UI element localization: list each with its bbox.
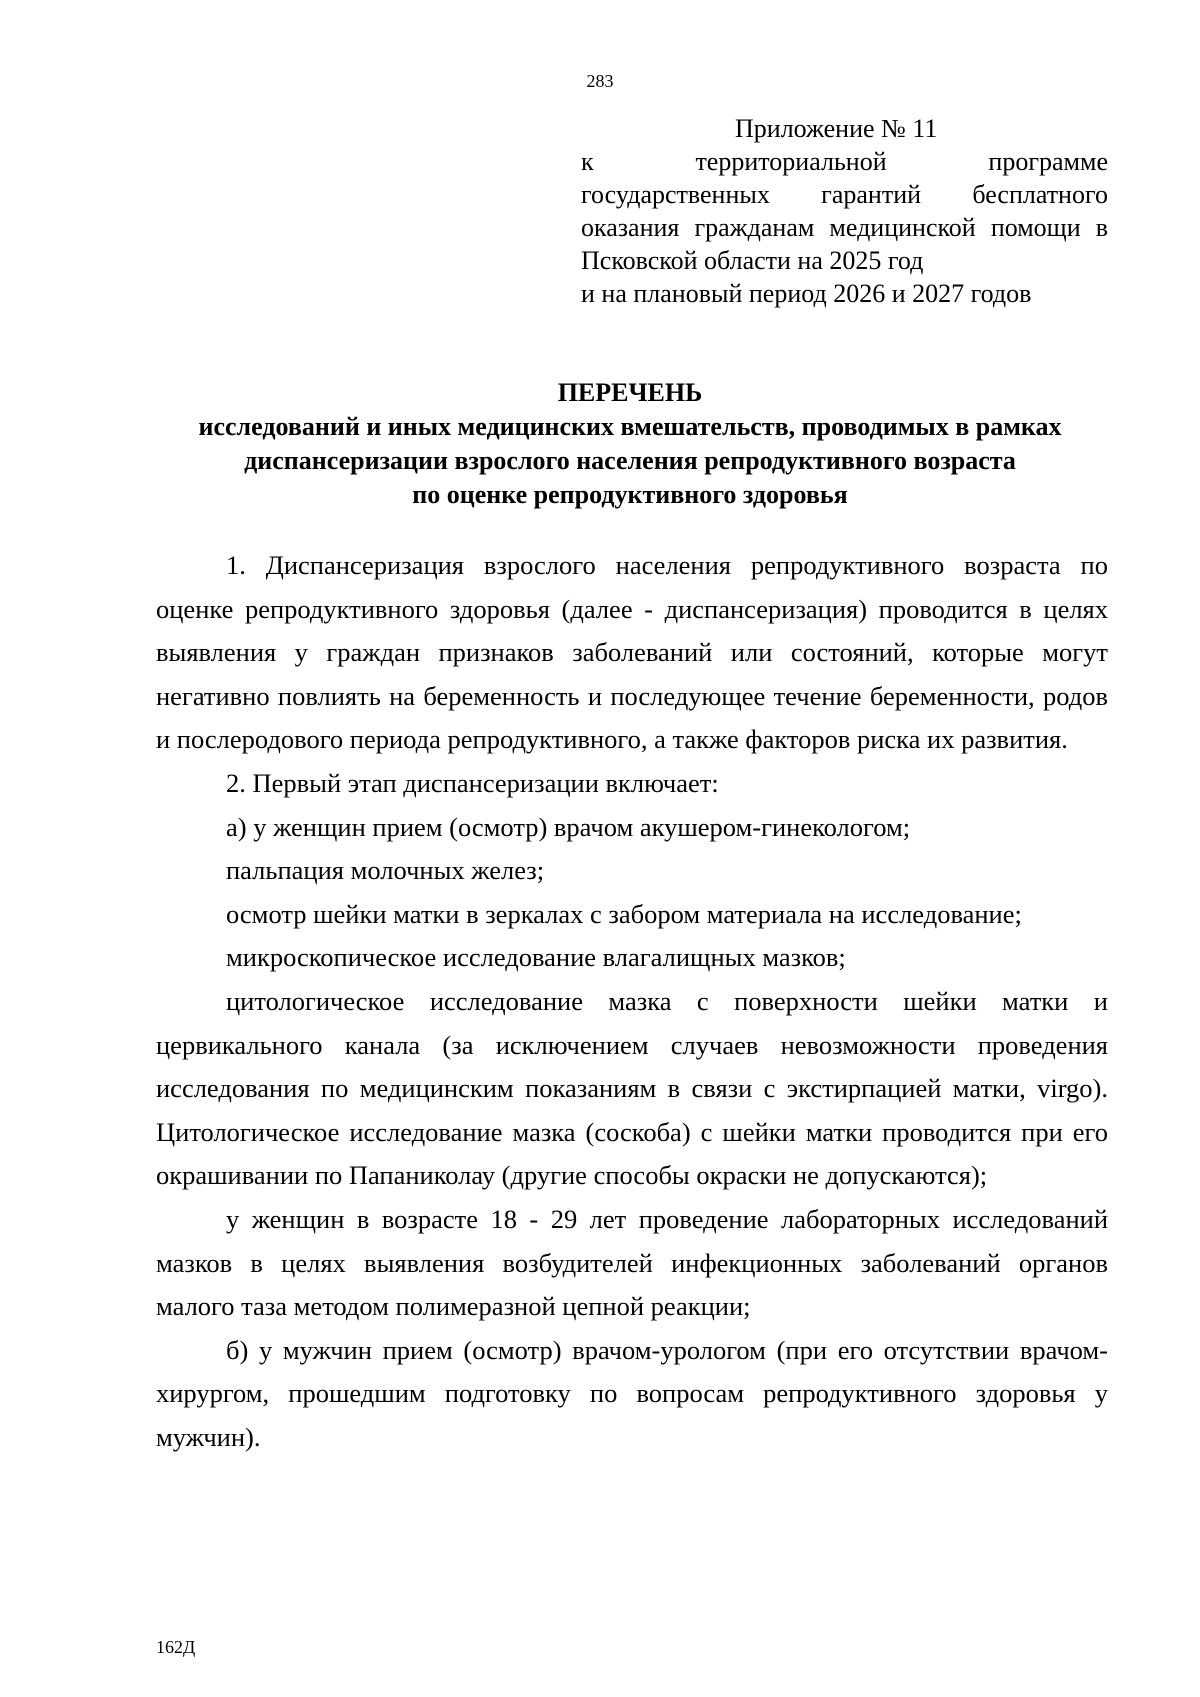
paragraph-cytology: цитологическое исследование мазка с поверхности шейки матки и цервикального канала (за исключением случаев невозможности проведения исследования по медицинским показаниям в связи с экстирпацией матки, virgo). Цитологическое исследование мазка (соскоба) с шейки матки проводится при его окрашивании по Папаниколау (другие способы окраски не допускаются); [156, 985, 1108, 1191]
appendix-reference: к территориальной программе государственных гарантий бесплатного оказания гражданам медицинской помощи в Псковской области на 2025 год [581, 147, 1108, 275]
paragraph-microscopy: микроскопическое исследование влагалищных мазков; [226, 942, 846, 973]
appendix-reference-tail: и на плановый период 2026 и 2027 годов [581, 279, 1032, 308]
document-body [156, 544, 1108, 1459]
paragraph-women-exam: а) у женщин прием (осмотр) врачом акушером-гинекологом; [226, 811, 911, 842]
paragraph-palpation: пальпация молочных желез; [226, 855, 545, 886]
heading-title: ПЕРЕЧЕНЬ [557, 378, 703, 407]
paragraph-men-exam: б) у мужчин прием (осмотр) врачом-урологом (при его отсутствии врачом-хирургом, прошедшим подготовку по вопросам репродуктивного здоровья у мужчин). [156, 1334, 1108, 1452]
appendix-block [581, 112, 1108, 310]
paragraph-pcr-tests: у женщин в возрасте 18 - 29 лет проведение лабораторных исследований мазков в целях выявления возбудителей инфекционных заболеваний органов малого таза методом полимеразной цепной реакции; [156, 1203, 1108, 1322]
document-code: 162Д [156, 1637, 196, 1657]
heading-subtitle-line-3: по оценке репродуктивного здоровья [412, 480, 848, 509]
paragraph-item-2: 2. Первый этап диспансеризации включает: [226, 767, 719, 798]
paragraph-item-1: 1. Диспансеризация взрослого населения репродуктивного возраста по оценке репродуктивного здоровья (далее - диспансеризация) проводится в целях выявления у граждан признаков заболеваний или состояний, которые могут негативно повлиять на беременность и последующее течение беременности, родов и послеродового периода репродуктивного, а также факторов риска их развития. [156, 550, 1108, 755]
appendix-title: Приложение № 11 [735, 114, 938, 143]
document-heading [150, 376, 1110, 512]
heading-subtitle-line-1: исследований и иных медицинских вмешательств, проводимых в рамках [198, 412, 1062, 441]
page-number: 283 [586, 71, 614, 91]
heading-subtitle-line-2: диспансеризации взрослого населения репродуктивного возраста [244, 446, 1016, 475]
paragraph-cervix-exam: осмотр шейки матки в зеркалах с забором материала на исследование; [226, 898, 1022, 929]
